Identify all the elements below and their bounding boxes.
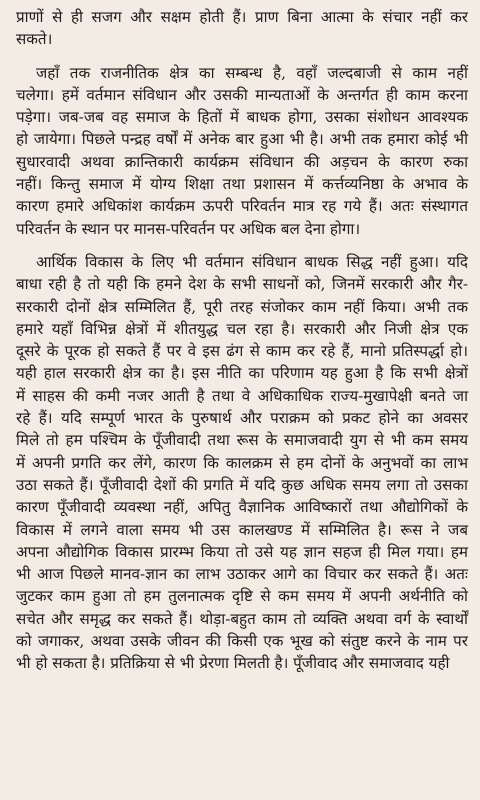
paragraph-2 [16, 62, 468, 240]
text-line: जहाँ तक राजनीतिक क्षेत्र का सम्बन्ध है, वहाँ जल्दबाजी से काम नहीं [36, 63, 468, 82]
text-line: नहीं। किन्तु समाज में योग्य शिक्षा तथा प्रशासन में कर्त्तव्यनिष्ठा के अभाव के [16, 175, 468, 194]
text-line: सचेत और समृद्ध कर सकते हैं। थोड़ा-बहुत काम तो व्यक्ति अथवा वर्ग के स्वार्थों [16, 609, 468, 628]
text-line: सुधारवादी अथवा क्रान्तिकारी कार्यक्रम संविधान की अड़चन के कारण रुका [16, 152, 468, 171]
text-line: जुटकर काम हुआ तो हम तुलनात्मक दृष्टि से कम समय में अपनी अर्थनीति को [16, 587, 468, 606]
text-line: प्राणों से ही सजग और सक्षम होती हैं। प्राण बिना आत्मा के संचार नहीं कर [16, 8, 468, 26]
text-line: आर्थिक विकास के लिए भी वर्तमान संविधान बाधक सिद्ध नहीं हुआ। यदि [36, 252, 468, 271]
paragraph-gap [16, 51, 468, 62]
paragraph-1 [16, 6, 468, 51]
text-line: कारण हमारे अधिकांश कार्यक्रम ऊपरी परिवर्तन मात्र रह गये हैं। अतः संस्थागत [16, 197, 468, 216]
text-line: यही हाल सरकारी क्षेत्र का है। इस नीति का परिणाम यह हुआ है कि सभी क्षेत्रों [16, 364, 468, 383]
text-line: रहे हैं। यदि सम्पूर्ण भारत के पुरुषार्थ और पराक्रम को प्रकट होने का अवसर [16, 409, 468, 428]
text-line: भी हो सकता है। प्रतिक्रिया से भी प्रेरणा मिलती है। पूँजीवाद और समाजवाद यही [16, 654, 450, 673]
text-line: हमारे यहाँ विभिन्न क्षेत्रों में शीतयुद्ध चल रहा है। सरकारी और निजी क्षेत्र एक [16, 319, 468, 338]
text-line: में अपनी प्रगति कर लेंगे, कारण कि कालक्रम से हम दोनों के अनुभवों का लाभ [16, 453, 468, 472]
text-line: दूसरे के पूरक हो सकते हैं पर वे इस ढंग से काम कर रहे हैं, मानो प्रतिस्पर्द्धा हो। [16, 342, 468, 361]
text-line: चलेगा। हमें वर्तमान संविधान और उसकी मान्यताओं के अन्तर्गत ही काम करना [16, 85, 468, 104]
text-line: पड़ेगा। जब-जब वह समाज के हितों में बाधक होगा, उसका संशोधन आवश्यक [16, 108, 468, 127]
text-line: सकते। [16, 30, 53, 49]
text-line: में साहस की कमी नजर आती है तथा वे अधिकाधिक राज्य-मुखापेक्षी बनते जा [16, 386, 468, 405]
text-line: अपना औद्योगिक विकास प्रारम्भ किया तो उसे यह ज्ञान सहज ही मिल गया। हम [16, 542, 468, 561]
paragraph-3 [16, 251, 468, 675]
text-line: उठा सकते हैं। पूँजीवादी देशों की प्रगति में यदि कुछ अधिक समय लगा तो उसका [16, 475, 468, 494]
text-line: बाधा रही है तो यही कि हमने देश के सभी साधनों को, जिनमें सरकारी और गैर- [16, 275, 468, 294]
text-line: कारण पूँजीवादी व्यवस्था नहीं, अपितु वैज्ञानिक आविष्कारों तथा औद्योगिकों के [16, 498, 468, 517]
text-line: सरकारी दोनों क्षेत्र सम्मिलित हैं, पूरी तरह संजोकर काम नहीं किया। अभी तक [16, 297, 468, 316]
text-line: परिवर्तन के स्थान पर मानस-परिवर्तन पर अधिक बल देना होगा। [16, 219, 361, 238]
text-line: विकास में लगने वाला समय भी उस कालखण्ड में सम्मिलित है। रूस ने जब [16, 520, 468, 539]
text-line: भी आज पिछले मानव-ज्ञान का लाभ उठाकर आगे का विचार कर सकते हैं। अतः [16, 565, 468, 584]
text-line: मिले तो हम पश्चिम के पूँजीवादी तथा रूस के समाजवादी युग से भी कम समय [16, 431, 468, 450]
text-line: हो जायेगा। पिछले पन्द्रह वर्षों में अनेक बार हुआ भी है। अभी तक हमारा कोई भी [16, 130, 468, 149]
paragraph-gap [16, 240, 468, 251]
text-line: को जगाकर, अथवा उसके जीवन की किसी एक भूख को संतुष्ट करने के नाम पर [16, 632, 468, 651]
